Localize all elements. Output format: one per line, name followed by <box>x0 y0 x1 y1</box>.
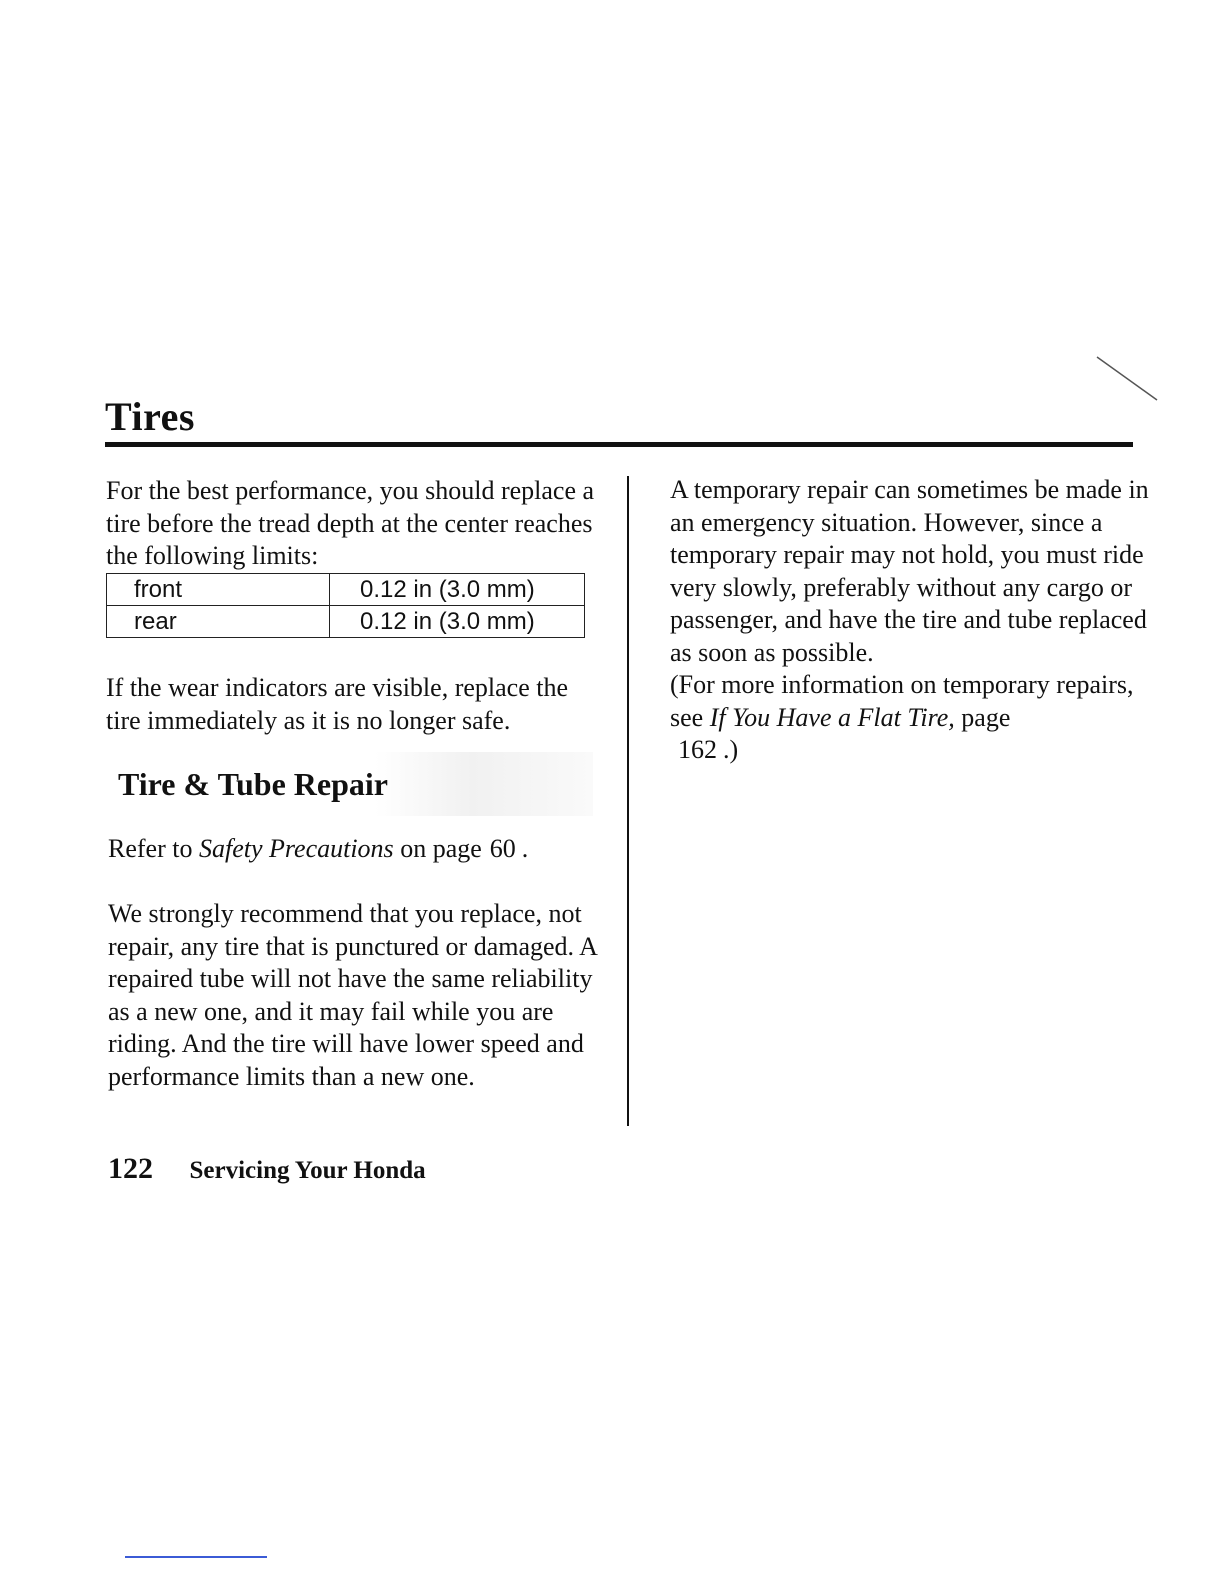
more-info-text <box>670 669 1170 767</box>
scan-underline <box>125 1556 267 1558</box>
safety-reference <box>108 833 598 866</box>
title-rule <box>105 442 1133 447</box>
recommendation-text: We strongly recommend that you replace, not repair, any tire that is punctured or damaged. A repaired tube will not have the same reliability as a new one, and it may fail while you are riding. And the tire will have lower speed and performance limits than a new one. <box>108 899 597 1091</box>
tread-limit-rear: 0.12 in (3.0 mm) <box>330 606 585 638</box>
wear-indicator-note <box>106 672 596 737</box>
scan-corner-mark <box>1095 355 1175 415</box>
tread-position-rear: rear <box>107 606 330 638</box>
refer-prefix: Refer to <box>108 834 193 863</box>
replace-recommendation <box>108 898 598 1093</box>
temporary-repair-column <box>670 474 1170 767</box>
tread-limit-table <box>106 573 585 638</box>
chapter-name: Servicing Your Honda <box>189 1157 426 1184</box>
table-row <box>107 574 585 606</box>
more-info-page-number[interactable]: 162 <box>678 735 717 764</box>
refer-page-number[interactable]: 60 <box>489 834 516 863</box>
tire-tube-repair-heading: Tire & Tube Repair <box>108 752 593 816</box>
refer-suffix: . <box>521 834 529 863</box>
intro-text: For the best performance, you should replace a tire before the tread depth at the center reaches the following limits: <box>106 476 595 570</box>
tread-position-front: front <box>107 574 330 606</box>
temporary-repair-text: A temporary repair can sometimes be made in an emergency situation. However, since a temporary repair may not hold, you must ride very slowly, preferably without any cargo or passenger, and have the tire and tube replaced as soon as possible. <box>670 475 1149 667</box>
column-divider <box>627 476 629 1126</box>
page-number: 122 <box>108 1152 153 1185</box>
more-info-middle: page <box>961 702 1011 732</box>
wear-note-text: If the wear indicators are visible, replace the tire immediately as it is no longer safe. <box>106 673 568 735</box>
page-title: Tires <box>105 394 195 439</box>
page-footer <box>108 1153 426 1188</box>
safety-precautions-link[interactable]: Safety Precautions <box>198 834 394 863</box>
intro-paragraph <box>106 475 596 573</box>
refer-middle: on page <box>400 834 482 863</box>
more-info-suffix: .) <box>723 735 739 764</box>
scan-mark-line <box>1097 357 1157 400</box>
flat-tire-link[interactable]: If You Have a Flat Tire, <box>709 702 955 732</box>
table-row <box>107 606 585 638</box>
more-info-prefix: (For more information on temporary repairs, see <box>670 670 1134 732</box>
tread-limit-front: 0.12 in (3.0 mm) <box>330 574 585 606</box>
